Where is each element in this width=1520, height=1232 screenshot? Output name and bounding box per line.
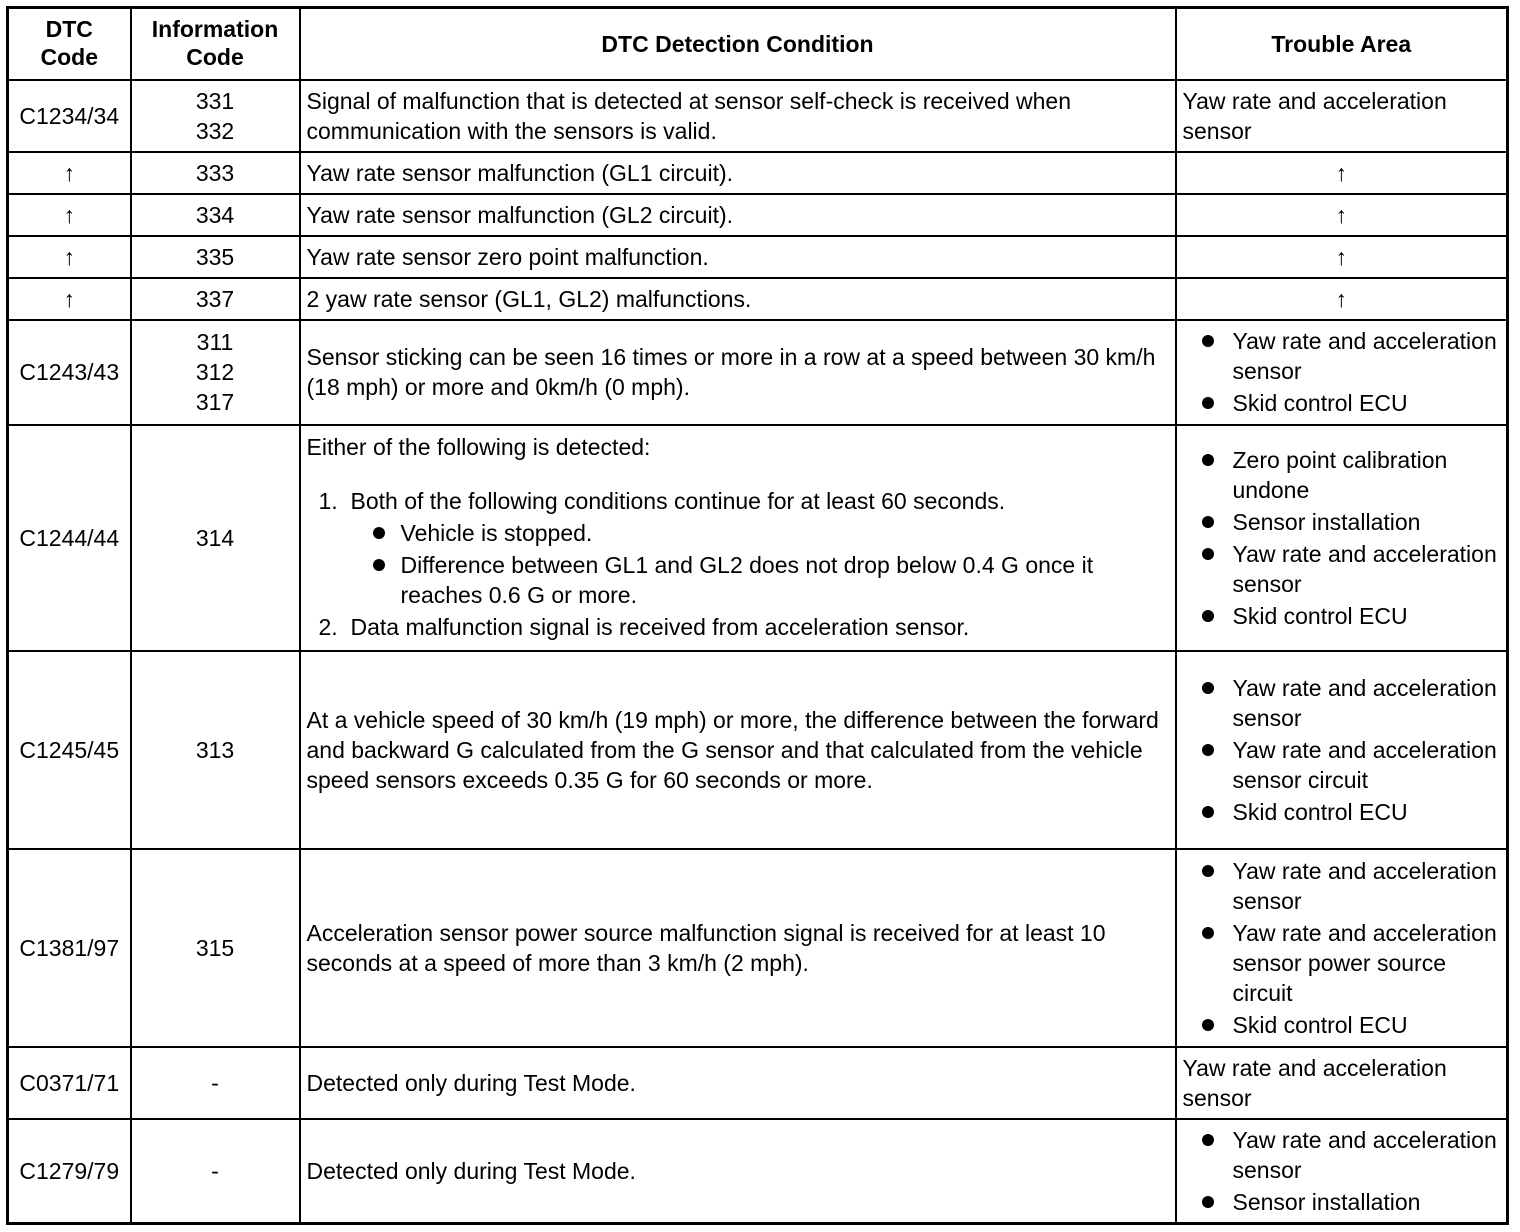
trouble-area-cell: Yaw rate and acceleration sensor: [1176, 1047, 1508, 1119]
same-as-above-arrow: ↑: [1176, 152, 1508, 194]
list-item: Zero point calibration undone: [1183, 445, 1501, 505]
step-text: Data malfunction signal is received from acceleration sensor.: [350, 613, 970, 640]
detection-condition-cell: Detected only during Test Mode.: [300, 1047, 1176, 1119]
detection-condition-cell: Sensor sticking can be seen 16 times or more in a row at a speed between 30 km/h (18 mph) or more and 0km/h (0 mph).: [300, 320, 1176, 425]
detection-condition-cell: [300, 425, 1176, 651]
list-item: Skid control ECU: [1183, 388, 1501, 418]
list-item: Skid control ECU: [1183, 601, 1501, 631]
list-item: Yaw rate and acceleration sensor power source circuit: [1183, 918, 1501, 1008]
table-row: [8, 278, 1508, 320]
table-row: [8, 1047, 1508, 1119]
list-item: Yaw rate and acceleration sensor: [1183, 1125, 1501, 1185]
list-item: Skid control ECU: [1183, 797, 1501, 827]
same-as-above-arrow: ↑: [8, 152, 131, 194]
list-item: Yaw rate and acceleration sensor: [1183, 673, 1501, 733]
table-row: [8, 80, 1508, 152]
info-code-cell: -: [131, 1119, 300, 1224]
trouble-area-cell: [1176, 1119, 1508, 1224]
list-item: [307, 612, 1169, 642]
dtc-code-cell: C1244/44: [8, 425, 131, 651]
header-trouble-area: Trouble Area: [1176, 8, 1508, 80]
header-information-code: Information Code: [131, 8, 300, 80]
same-as-above-arrow: ↑: [8, 278, 131, 320]
same-as-above-arrow: ↑: [1176, 236, 1508, 278]
info-code-cell: 314: [131, 425, 300, 651]
detection-condition-cell: 2 yaw rate sensor (GL1, GL2) malfunctions.: [300, 278, 1176, 320]
list-item: Sensor installation: [1183, 507, 1501, 537]
step-text: Both of the following conditions continue for at least 60 seconds.: [350, 487, 1006, 514]
info-code-cell: -: [131, 1047, 300, 1119]
list-item: Skid control ECU: [1183, 1010, 1501, 1040]
detection-condition-cell: Yaw rate sensor malfunction (GL2 circuit).: [300, 194, 1176, 236]
list-item: Difference between GL1 and GL2 does not drop below 0.4 G once it reaches 0.6 G or more.: [351, 550, 1169, 610]
condition-intro: Either of the following is detected:: [306, 433, 651, 460]
info-code-cell: 313: [131, 651, 300, 849]
detection-condition-cell: Signal of malfunction that is detected at sensor self-check is received when communication with the sensors is valid.: [300, 80, 1176, 152]
info-code-cell: 335: [131, 236, 300, 278]
trouble-area-cell: [1176, 849, 1508, 1047]
detection-condition-cell: Yaw rate sensor zero point malfunction.: [300, 236, 1176, 278]
same-as-above-arrow: ↑: [1176, 278, 1508, 320]
list-item: Yaw rate and acceleration sensor: [1183, 539, 1501, 599]
list-item: Vehicle is stopped.: [351, 518, 1169, 548]
dtc-code-cell: C1279/79: [8, 1119, 131, 1224]
detection-condition-cell: At a vehicle speed of 30 km/h (19 mph) or more, the difference between the forward and backward G calculated from the G sensor and that calculated from the vehicle speed sensors exceeds 0.35 G for 60 seconds or more.: [300, 651, 1176, 849]
list-item: Sensor installation: [1183, 1187, 1501, 1217]
trouble-area-cell: [1176, 425, 1508, 651]
detection-condition-cell: Yaw rate sensor malfunction (GL1 circuit).: [300, 152, 1176, 194]
info-code-cell: 315: [131, 849, 300, 1047]
list-item: [307, 486, 1169, 610]
info-code-cell: 333: [131, 152, 300, 194]
detection-condition-cell: Acceleration sensor power source malfunction signal is received for at least 10 seconds at a speed of more than 3 km/h (2 mph).: [300, 849, 1176, 1047]
table-row: [8, 236, 1508, 278]
trouble-area-cell: Yaw rate and acceleration sensor: [1176, 80, 1508, 152]
same-as-above-arrow: ↑: [1176, 194, 1508, 236]
table-row: [8, 651, 1508, 849]
info-code-cell: 337: [131, 278, 300, 320]
dtc-code-cell: C1381/97: [8, 849, 131, 1047]
info-code-cell: 334: [131, 194, 300, 236]
info-code-cell: 311 312 317: [131, 320, 300, 425]
info-code-cell: 331 332: [131, 80, 300, 152]
dtc-table: [6, 6, 1509, 1225]
header-dtc-code: DTC Code: [8, 8, 131, 80]
table-row: [8, 849, 1508, 1047]
trouble-area-cell: [1176, 320, 1508, 425]
dtc-code-cell: C1234/34: [8, 80, 131, 152]
same-as-above-arrow: ↑: [8, 194, 131, 236]
trouble-area-cell: [1176, 651, 1508, 849]
header-row: [8, 8, 1508, 80]
dtc-code-cell: C1245/45: [8, 651, 131, 849]
same-as-above-arrow: ↑: [8, 236, 131, 278]
step-number: 2.: [318, 613, 338, 640]
table-row: [8, 152, 1508, 194]
list-item: Yaw rate and acceleration sensor: [1183, 856, 1501, 916]
list-item: Yaw rate and acceleration sensor: [1183, 326, 1501, 386]
table-row: [8, 425, 1508, 651]
table-row: [8, 1119, 1508, 1224]
table-row: [8, 194, 1508, 236]
dtc-code-cell: C0371/71: [8, 1047, 131, 1119]
list-item: Yaw rate and acceleration sensor circuit: [1183, 735, 1501, 795]
header-detection-condition: DTC Detection Condition: [300, 8, 1176, 80]
step-number: 1.: [318, 487, 338, 514]
dtc-code-cell: C1243/43: [8, 320, 131, 425]
table-row: [8, 320, 1508, 425]
detection-condition-cell: Detected only during Test Mode.: [300, 1119, 1176, 1224]
